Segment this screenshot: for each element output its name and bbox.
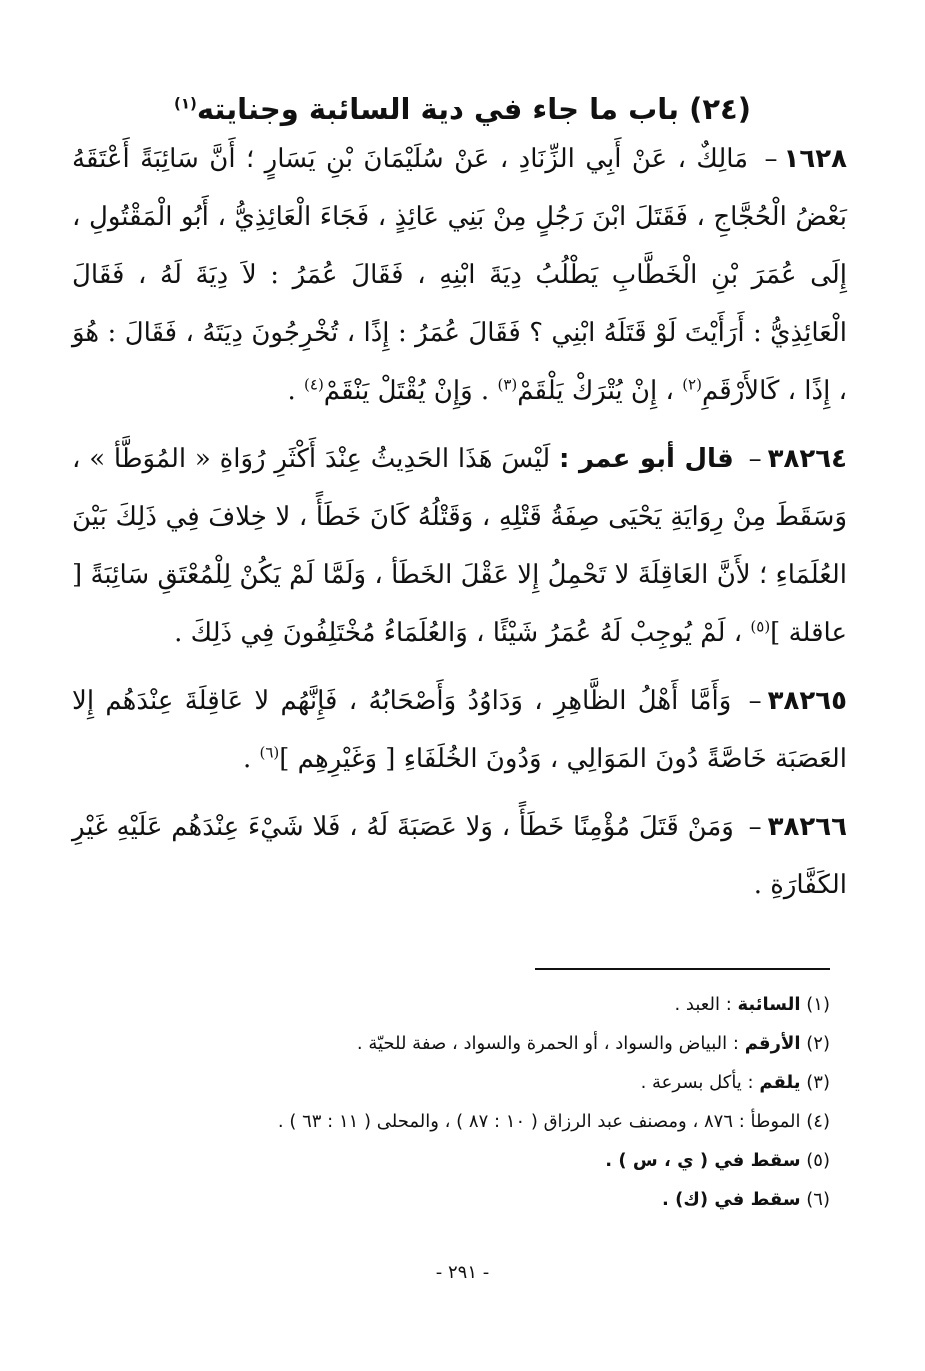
- footnote-term: يلقم: [759, 1072, 801, 1093]
- footnote-text: سقط في ( ي ، س ) .: [605, 1150, 801, 1171]
- footnote-marker: (٤): [806, 1111, 830, 1132]
- footnote-text: سقط في (ك) .: [662, 1189, 801, 1210]
- paragraph-text: وَمَنْ قَتَلَ مُؤْمِنًا خَطَأً ، وَلا عَصَبَةَ لَهُ ، فَلا شَيْءَ عِنْدَهُم عَلَيْهِ غَيْرِ الكَفَّارَةِ .: [72, 812, 847, 900]
- paragraph-text: .: [287, 376, 296, 406]
- footnote-5: [100, 1141, 830, 1180]
- footnote-4: [100, 1102, 830, 1141]
- paragraph-text: مَالِكٌ ، عَنْ أَبِي الزِّنَادِ ، عَنْ سُلَيْمَانَ بْنِ يَسَارٍ ؛ أَنَّ سَائِبَةً أَعْتَقَهُ بَعْضُ الْحُجَّاجِ ، فَقَتَلَ ابْنَ رَجُلٍ مِنْ بَنِي عَائِذٍ ، فَجَاءَ الْعَائِذِيُّ ، أَبُو الْمَقْتُولِ ، إِلَى عُمَرَ بْنِ الْخَطَّابِ يَطْلُبُ دِيَةَ ابْنِهِ ، فَقَالَ عُمَرُ : لاَ دِيَةَ لَهُ ، فَقَالَ الْعَائِذِيُّ : أَرَأَيْتَ لَوْ قَتَلَهُ ابْنِي ؟ فَقَالَ عُمَرُ : إِذًا ، تُخْرِجُونَ دِيَتَهُ ، فَقَالَ : هُوَ ، إِذًا ، كَالأَرْقَمِ: [72, 144, 847, 406]
- footnote-ref: (٦): [259, 743, 280, 762]
- paragraph-text: ، إِنْ يُتْرَكْ يَلْقَمْ: [517, 376, 674, 406]
- footnote-2: [100, 1024, 830, 1063]
- chapter-title-footnote-ref: (١): [173, 94, 197, 113]
- footnotes: [100, 985, 830, 1219]
- footnote-separator: [535, 968, 830, 970]
- footnote-text: الموطأ : ٨٧٦ ، ومصنف عبد الرزاق ( ١٠ : ٨٧ ) ، والمحلى ( ١١ : ٦٣ ) .: [277, 1111, 801, 1132]
- footnote-marker: (٣): [806, 1072, 830, 1093]
- paragraph-text: وَأَمَّا أَهْلُ الظَّاهِرِ ، وَدَاوُدُ وَأَصْحَابُهُ ، فَإِنَّهُم لا عَاقِلَةَ عِنْدَهُم إِلا العَصَبَة خَاصَّةً دُونَ المَوَالِي ، وَدُونَ الخُلَفَاءِ [ وَغَيْرِهِم ]: [72, 686, 847, 774]
- footnote-text: : البياض والسواد ، أو الحمرة والسواد ، صفة للحيّة .: [356, 1033, 739, 1054]
- paragraph-number: ٣٨٢٦٦: [767, 812, 847, 842]
- footnote-ref: (٢): [682, 375, 702, 394]
- paragraph-number: ٣٨٢٦٤: [767, 444, 847, 474]
- paragraph-1628: ١٦٢٨– مَالِكٌ ، عَنْ أَبِي الزِّنَادِ ، عَنْ سُلَيْمَانَ بْنِ يَسَارٍ ؛ أَنَّ سَائِبَةً أَعْتَقَهُ بَعْضُ الْحُجَّاجِ ، فَقَتَلَ ابْنَ رَجُلٍ مِنْ بَنِي عَائِذٍ ، فَجَاءَ الْعَائِذِيُّ ، أَبُو الْمَقْتُولِ ، إِلَى عُمَرَ بْنِ الْخَطَّابِ يَطْلُبُ دِيَةَ ابْنِهِ ، فَقَالَ عُمَرُ : لاَ دِيَةَ لَهُ ، فَقَالَ الْعَائِذِيُّ : أَرَأَيْتَ لَوْ قَتَلَهُ ابْنِي ؟ فَقَالَ عُمَرُ : إِذًا ، تُخْرِجُونَ دِيَتَهُ ، فَقَالَ : هُوَ ، إِذًا ، كَالأَرْقَمِ$^{(٢)}$ ، إِنْ يُتْرَكْ يَلْقَمْ$^{(٣)}$ . وَإِنْ يُقْتَلْ يَنْقَمْ$^{(٤)}$ .: [72, 144, 847, 406]
- footnote-term: الأرقم: [744, 1033, 801, 1054]
- footnote-marker: (٢): [806, 1033, 830, 1054]
- paragraph-text: لَيْسَ هَذَا الحَدِيثُ عِنْدَ أَكْثَرِ رُوَاةِ « المُوَطَّأ » ، وَسَقَطَ مِنْ رِوَايَةِ يَحْيَى صِفَةُ قَتْلِهِ ، وَقَتْلُهُ كَانَ خَطَأً ، لا خِلافَ فِي ذَلِكَ بَيْنَ العُلَمَاءِ ؛ لأَنَّ العَاقِلَةَ لا تَحْمِلُ إِلا عَقْلَ الخَطَأ ، وَلَمَّا لَمْ يَكُنْ لِلْمُعْتَقِ سَائِبَةً [ عاقلة ]: [72, 444, 848, 648]
- paragraph-text: ، لَمْ يُوجِبْ لَهُ عُمَرُ شَيْئًا ، وَالعُلَمَاءُ مُخْتَلِفُونَ فِي ذَلِكَ .: [174, 618, 743, 648]
- footnote-1: [100, 985, 830, 1024]
- footnote-term: السائبة: [737, 994, 801, 1015]
- footnote-marker: (١): [806, 994, 830, 1015]
- footnote-3: [100, 1063, 830, 1102]
- paragraph-number: ١٦٢٨: [783, 144, 847, 174]
- footnote-marker: (٥): [806, 1150, 830, 1171]
- chapter-title: [60, 85, 865, 133]
- footnote-text: : العبد .: [674, 994, 732, 1015]
- paragraph-text: . وَإِنْ يُقْتَلْ يَنْقَمْ: [323, 376, 490, 406]
- footnote-ref: (٤): [304, 375, 324, 394]
- footnote-text: : يأكل بسرعة .: [640, 1072, 754, 1093]
- chapter-title-text: (٢٤) باب ما جاء في دية السائبة وجنايته: [196, 92, 752, 127]
- main-text: [72, 130, 847, 924]
- paragraph-38266: ٣٨٢٦٦– وَمَنْ قَتَلَ مُؤْمِنًا خَطَأً ، وَلا عَصَبَةَ لَهُ ، فَلا شَيْءَ عِنْدَهُم عَلَيْهِ غَيْرِ الكَفَّارَةِ .: [72, 812, 847, 900]
- footnote-marker: (٦): [806, 1189, 830, 1210]
- footnote-ref: (٣): [497, 375, 518, 394]
- footnote-ref: (٥): [750, 617, 771, 636]
- paragraph-38265: ٣٨٢٦٥– وَأَمَّا أَهْلُ الظَّاهِرِ ، وَدَاوُدُ وَأَصْحَابُهُ ، فَإِنَّهُم لا عَاقِلَةَ عِنْدَهُم إِلا العَصَبَة خَاصَّةً دُونَ المَوَالِي ، وَدُونَ الخُلَفَاءِ [ وَغَيْرِهِم ]$^{(٦)}$ .: [72, 686, 847, 774]
- paragraph-text: .: [242, 744, 252, 774]
- footnote-6: [100, 1180, 830, 1219]
- page-number: - ٢٩١ -: [435, 1262, 490, 1283]
- paragraph-38264: ٣٨٢٦٤– قال أبو عمر : لَيْسَ هَذَا الحَدِيثُ عِنْدَ أَكْثَرِ رُوَاةِ « المُوَطَّأ » ، وَسَقَطَ مِنْ رِوَايَةِ يَحْيَى صِفَةُ قَتْلِهِ ، وَقَتْلُهُ كَانَ خَطَأً ، لا خِلافَ فِي ذَلِكَ بَيْنَ العُلَمَاءِ ؛ لأَنَّ العَاقِلَةَ لا تَحْمِلُ إِلا عَقْلَ الخَطَأ ، وَلَمَّا لَمْ يَكُنْ لِلْمُعْتَقِ سَائِبَةً [ عاقلة ]$^{(٥)}$ ، لَمْ يُوجِبْ لَهُ عُمَرُ شَيْئًا ، وَالعُلَمَاءُ مُخْتَلِفُونَ فِي ذَلِكَ .: [72, 444, 848, 648]
- paragraph-lead: قال أبو عمر :: [559, 444, 734, 474]
- paragraph-number: ٣٨٢٦٥: [767, 686, 847, 716]
